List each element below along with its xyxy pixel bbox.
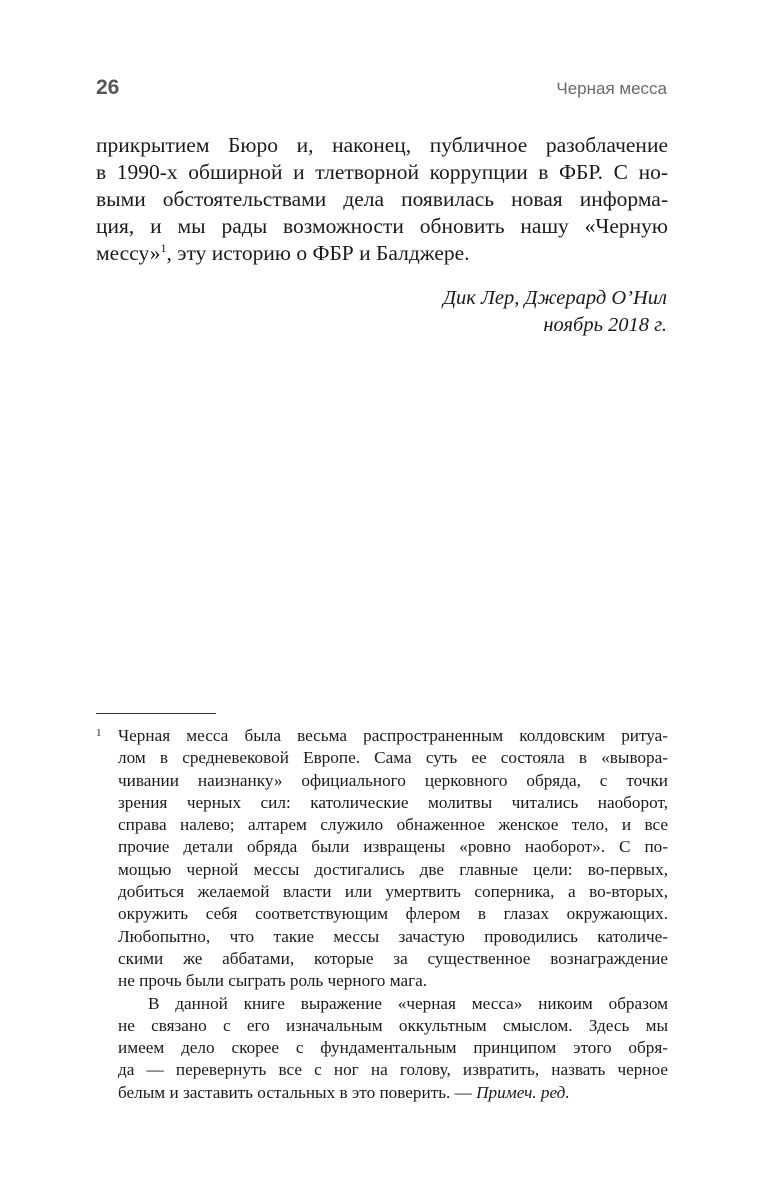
text-fragment: белым и заставить остальных в это поверить. — xyxy=(118,1082,477,1102)
footnote-body xyxy=(118,725,668,1104)
signature xyxy=(443,285,667,339)
footnote-line: добиться желаемой власти или умертвить соперника, а во-вторых, xyxy=(118,882,668,902)
footnote-line: окружить себя соответствующим флером в глазах окружающих. xyxy=(118,904,668,924)
running-title: Черная месса xyxy=(556,79,667,98)
footnote-line: чивании наизнанку» официального церковного обряда, с точки xyxy=(118,770,668,790)
footnote-number: 1 xyxy=(96,727,102,739)
footnote-line: не связано с его изначальным оккультным смыслом. Здесь мы xyxy=(118,1015,668,1035)
footnote-reference[interactable]: 1 xyxy=(160,241,167,255)
page-number: 26 xyxy=(96,76,120,99)
text-line: в 1990-х обширной и тлетворной коррупции в ФБР. С но- xyxy=(96,160,668,184)
footnote-line: мощью черной мессы достигались две главные цели: во-первых, xyxy=(118,859,668,879)
footnote-line: В данной книге выражение «черная месса» никоим образом xyxy=(148,993,668,1013)
footnote-line: Любопытно, что такие мессы зачастую проводились католиче- xyxy=(118,926,668,946)
footnote-line: имеем дело скорее с фундаментальным принципом этого обря- xyxy=(118,1038,668,1058)
footnote-line: не прочь были сыграть роль черного мага. xyxy=(118,971,428,991)
main-text xyxy=(96,132,668,267)
footnote-line: да — перевернуть все с ног на голову, извратить, назвать черное xyxy=(118,1060,668,1080)
footnote-separator xyxy=(96,713,216,714)
text-line: выми обстоятельствами дела появилась новая информа- xyxy=(96,187,668,211)
signature-authors: Дик Лер, Джерард О’Нил xyxy=(442,287,667,309)
footnote-line: зрения черных сил: католические молитвы читались наоборот, xyxy=(118,792,668,812)
footnote xyxy=(96,725,668,1104)
footnote-line xyxy=(118,1082,668,1104)
text-line: прикрытием Бюро и, наконец, публичное разоблачение xyxy=(96,133,668,157)
text-line xyxy=(96,240,668,267)
editor-note: Примеч. ред. xyxy=(476,1082,570,1102)
signature-date: ноябрь 2018 г. xyxy=(543,314,667,336)
footnote-line: лом в средневековой Европе. Сама суть ее состояла в «вывора- xyxy=(118,748,668,768)
footnote-line: скими же аббатами, которые за существенное вознаграждение xyxy=(118,948,668,968)
footnote-line: справа налево; алтарем служило обнаженное женское тело, и все xyxy=(118,815,668,835)
footnote-line: прочие детали обряда были извращены «ровно наоборот». С по- xyxy=(118,837,668,857)
text-fragment: , эту историю о ФБР и Балджере. xyxy=(166,241,470,265)
text-fragment: мессу» xyxy=(96,241,161,265)
text-line: ция, и мы рады возможности обновить нашу «Черную xyxy=(96,214,668,238)
footnote-line: Черная месса была весьма распространенным колдовским ритуа- xyxy=(118,726,668,745)
